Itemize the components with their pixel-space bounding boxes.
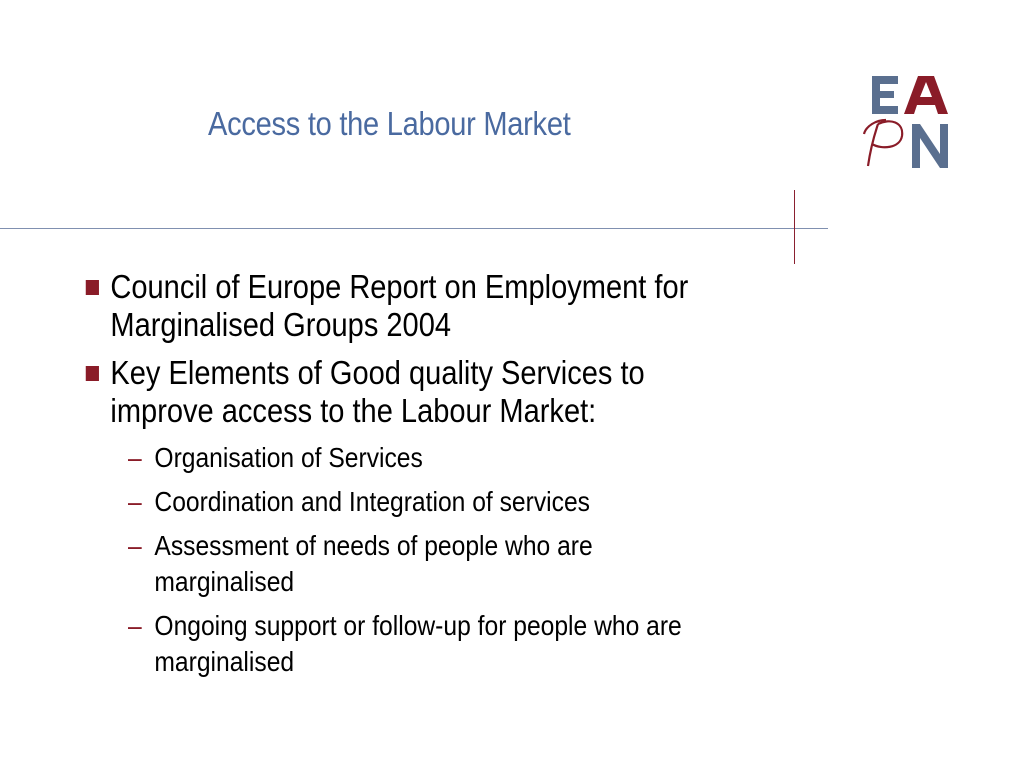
- sub-bullet-line: marginalised: [154, 646, 295, 677]
- bullet-item-report: [84, 268, 700, 344]
- sub-bullet-line: Coordination and Integration of services: [154, 486, 590, 517]
- slide-title: Access to the Labour Market: [208, 105, 571, 142]
- vertical-rule: [794, 190, 795, 264]
- bullet-line: Marginalised Groups 2004: [110, 306, 452, 343]
- sub-bullet-ongoing-support: [128, 608, 705, 680]
- eapn-logo: [856, 74, 956, 170]
- logo-letter-p: [864, 120, 902, 166]
- sub-bullet-coordination: [128, 484, 705, 520]
- slide-body: [84, 268, 784, 688]
- sub-bullet-assessment: [128, 528, 705, 600]
- sub-bullet-line: marginalised: [154, 566, 295, 597]
- logo-letter-a: [904, 76, 948, 114]
- sub-bullet-list: [128, 440, 784, 680]
- sub-bullet-organisation: [128, 440, 705, 476]
- logo-letter-e: [872, 76, 898, 114]
- dash-bullet-icon: –: [128, 486, 142, 517]
- bullet-line: improve access to the Labour Market:: [110, 392, 597, 429]
- square-bullet-icon: [86, 280, 99, 295]
- square-bullet-icon: [86, 366, 99, 381]
- dash-bullet-icon: –: [128, 610, 142, 641]
- sub-bullet-line: Ongoing support or follow-up for people who are: [154, 610, 682, 641]
- bullet-item-key-elements: [84, 354, 700, 430]
- dash-bullet-icon: –: [128, 442, 142, 473]
- horizontal-rule: [0, 228, 828, 229]
- dash-bullet-icon: –: [128, 530, 142, 561]
- sub-bullet-line: Assessment of needs of people who are: [154, 530, 593, 561]
- bullet-line: Council of Europe Report on Employment for: [110, 268, 689, 305]
- logo-letter-n: [912, 124, 948, 168]
- bullet-line: Key Elements of Good quality Services to: [110, 354, 645, 391]
- sub-bullet-line: Organisation of Services: [154, 442, 423, 473]
